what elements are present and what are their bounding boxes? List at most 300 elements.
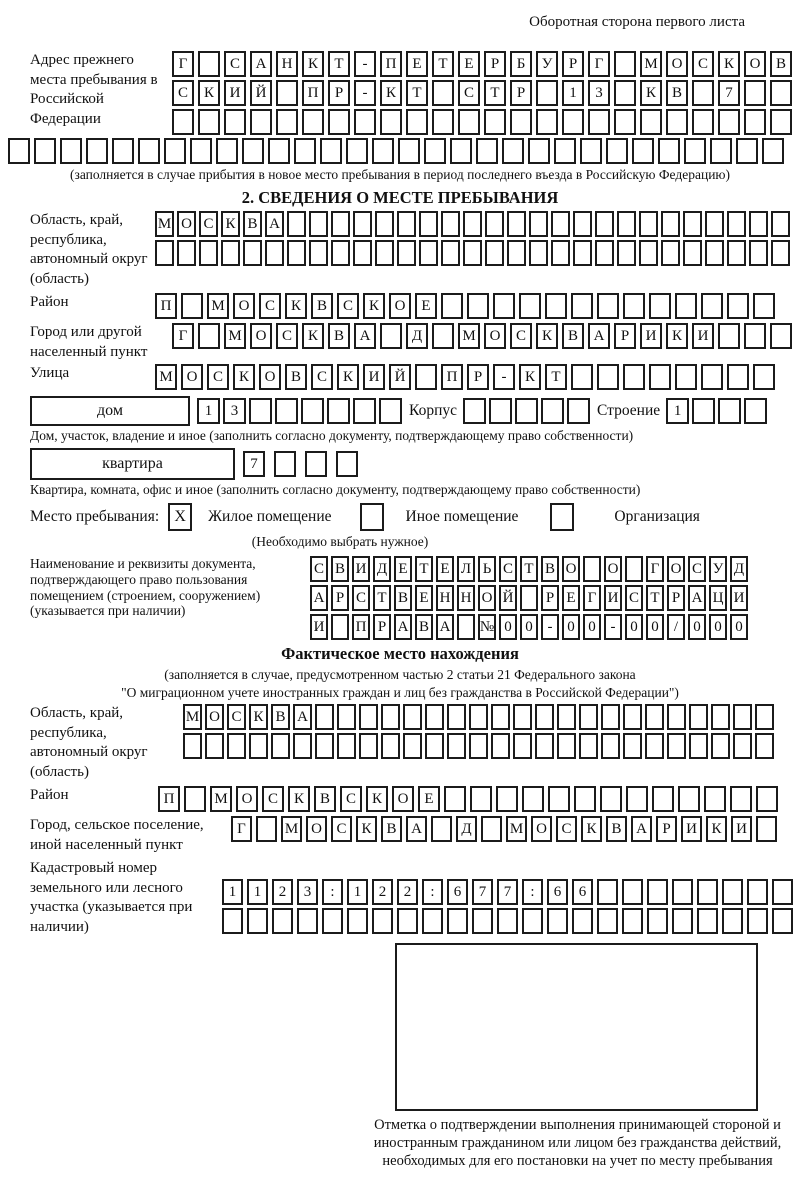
char-cell[interactable] — [718, 109, 740, 135]
char-cell[interactable]: 2 — [272, 879, 293, 905]
char-cell[interactable] — [632, 138, 654, 164]
char-cell[interactable] — [772, 908, 793, 934]
char-cell[interactable] — [470, 786, 492, 812]
char-cell[interactable] — [320, 138, 342, 164]
char-cell[interactable]: 2 — [397, 879, 418, 905]
char-cell[interactable] — [222, 908, 243, 934]
char-cell[interactable]: К — [356, 816, 377, 842]
char-cell[interactable]: И — [730, 585, 748, 611]
checkbox-organizatsiya[interactable] — [550, 503, 574, 531]
char-cell[interactable]: К — [302, 51, 324, 77]
char-cell[interactable]: К — [363, 293, 385, 319]
char-cell[interactable] — [249, 398, 272, 424]
char-cell[interactable] — [597, 293, 619, 319]
char-cell[interactable] — [359, 733, 378, 759]
char-cell[interactable]: О — [306, 816, 327, 842]
char-cell[interactable] — [86, 138, 108, 164]
char-cell[interactable] — [722, 908, 743, 934]
char-cell[interactable] — [513, 704, 532, 730]
char-cell[interactable]: К — [640, 80, 662, 106]
char-cell[interactable] — [601, 733, 620, 759]
char-cell[interactable]: В — [285, 364, 307, 390]
char-cell[interactable]: С — [458, 80, 480, 106]
char-cell[interactable] — [354, 109, 376, 135]
char-cell[interactable]: В — [271, 704, 290, 730]
char-cell[interactable]: Й — [250, 80, 272, 106]
char-cell[interactable] — [704, 786, 726, 812]
char-cell[interactable]: П — [302, 80, 324, 106]
char-cell[interactable]: 7 — [497, 879, 518, 905]
char-cell[interactable]: Д — [406, 323, 428, 349]
char-cell[interactable]: И — [363, 364, 385, 390]
char-cell[interactable] — [227, 733, 246, 759]
char-cell[interactable]: В — [243, 211, 262, 237]
char-cell[interactable]: К — [285, 293, 307, 319]
char-cell[interactable] — [441, 240, 460, 266]
char-cell[interactable]: П — [441, 364, 463, 390]
char-cell[interactable] — [554, 138, 576, 164]
char-cell[interactable] — [529, 240, 548, 266]
char-cell[interactable]: В — [541, 556, 559, 582]
char-cell[interactable] — [678, 786, 700, 812]
char-cell[interactable] — [667, 704, 686, 730]
char-cell[interactable]: О — [259, 364, 281, 390]
char-cell[interactable] — [447, 704, 466, 730]
char-cell[interactable]: Р — [656, 816, 677, 842]
char-cell[interactable] — [747, 879, 768, 905]
char-cell[interactable]: И — [640, 323, 662, 349]
char-cell[interactable] — [640, 109, 662, 135]
char-cell[interactable]: А — [688, 585, 706, 611]
char-cell[interactable] — [573, 211, 592, 237]
char-cell[interactable] — [276, 109, 298, 135]
char-cell[interactable]: О — [562, 556, 580, 582]
char-cell[interactable]: 0 — [730, 614, 748, 640]
char-cell[interactable]: Й — [499, 585, 517, 611]
char-cell[interactable]: С — [227, 704, 246, 730]
char-cell[interactable] — [547, 908, 568, 934]
char-cell[interactable] — [675, 293, 697, 319]
char-cell[interactable]: Р — [328, 80, 350, 106]
char-cell[interactable]: И — [731, 816, 752, 842]
char-cell[interactable]: В — [328, 323, 350, 349]
char-cell[interactable] — [551, 240, 570, 266]
char-cell[interactable]: 1 — [666, 398, 689, 424]
char-cell[interactable]: Р — [467, 364, 489, 390]
char-cell[interactable]: Б — [510, 51, 532, 77]
char-cell[interactable] — [309, 240, 328, 266]
char-cell[interactable]: Е — [458, 51, 480, 77]
char-cell[interactable]: Й — [389, 364, 411, 390]
char-cell[interactable] — [372, 138, 394, 164]
char-cell[interactable]: М — [210, 786, 232, 812]
char-cell[interactable] — [242, 138, 264, 164]
char-cell[interactable]: Г — [172, 323, 194, 349]
char-cell[interactable]: В — [415, 614, 433, 640]
char-cell[interactable]: С — [510, 323, 532, 349]
char-cell[interactable]: - — [604, 614, 622, 640]
char-cell[interactable]: С — [337, 293, 359, 319]
char-cell[interactable]: Р — [614, 323, 636, 349]
char-cell[interactable] — [190, 138, 212, 164]
char-cell[interactable] — [567, 398, 590, 424]
char-cell[interactable]: А — [293, 704, 312, 730]
char-cell[interactable] — [463, 398, 486, 424]
char-cell[interactable] — [198, 109, 220, 135]
char-cell[interactable] — [705, 211, 724, 237]
char-cell[interactable] — [513, 733, 532, 759]
char-cell[interactable] — [744, 80, 766, 106]
char-cell[interactable]: О — [744, 51, 766, 77]
char-cell[interactable]: № — [478, 614, 496, 640]
char-cell[interactable] — [491, 704, 510, 730]
char-cell[interactable] — [647, 908, 668, 934]
char-cell[interactable] — [424, 138, 446, 164]
char-cell[interactable] — [639, 240, 658, 266]
char-cell[interactable] — [422, 908, 443, 934]
char-cell[interactable] — [520, 585, 538, 611]
char-cell[interactable]: О — [205, 704, 224, 730]
char-cell[interactable] — [626, 786, 648, 812]
char-cell[interactable] — [397, 240, 416, 266]
char-cell[interactable] — [649, 364, 671, 390]
char-cell[interactable] — [469, 733, 488, 759]
char-cell[interactable]: В — [666, 80, 688, 106]
char-cell[interactable]: А — [250, 51, 272, 77]
char-cell[interactable]: 0 — [520, 614, 538, 640]
char-cell[interactable]: Р — [541, 585, 559, 611]
char-cell[interactable] — [489, 398, 512, 424]
char-cell[interactable] — [458, 109, 480, 135]
char-cell[interactable] — [574, 786, 596, 812]
char-cell[interactable] — [697, 908, 718, 934]
char-cell[interactable] — [507, 211, 526, 237]
char-cell[interactable] — [271, 733, 290, 759]
char-cell[interactable] — [493, 293, 515, 319]
char-cell[interactable]: С — [625, 585, 643, 611]
char-cell[interactable]: 6 — [547, 879, 568, 905]
char-cell[interactable] — [536, 109, 558, 135]
char-cell[interactable]: М — [155, 364, 177, 390]
char-cell[interactable]: К — [519, 364, 541, 390]
char-cell[interactable]: Р — [562, 51, 584, 77]
char-cell[interactable]: Л — [457, 556, 475, 582]
char-cell[interactable] — [432, 109, 454, 135]
char-cell[interactable] — [753, 293, 775, 319]
char-cell[interactable]: 7 — [243, 451, 265, 477]
char-cell[interactable] — [625, 556, 643, 582]
char-cell[interactable] — [595, 211, 614, 237]
char-cell[interactable]: Г — [588, 51, 610, 77]
char-cell[interactable]: Н — [436, 585, 454, 611]
char-cell[interactable] — [177, 240, 196, 266]
char-cell[interactable]: Е — [415, 585, 433, 611]
char-cell[interactable]: П — [380, 51, 402, 77]
char-cell[interactable]: С — [340, 786, 362, 812]
char-cell[interactable]: К — [366, 786, 388, 812]
char-cell[interactable] — [497, 908, 518, 934]
char-cell[interactable] — [515, 398, 538, 424]
char-cell[interactable] — [545, 293, 567, 319]
char-cell[interactable]: 0 — [688, 614, 706, 640]
char-cell[interactable] — [749, 240, 768, 266]
char-cell[interactable]: Г — [583, 585, 601, 611]
char-cell[interactable]: Р — [667, 585, 685, 611]
char-cell[interactable] — [221, 240, 240, 266]
char-cell[interactable] — [315, 704, 334, 730]
char-cell[interactable] — [658, 138, 680, 164]
char-cell[interactable] — [415, 364, 437, 390]
char-cell[interactable]: 6 — [447, 879, 468, 905]
char-cell[interactable]: Е — [406, 51, 428, 77]
char-cell[interactable] — [617, 240, 636, 266]
char-cell[interactable]: В — [314, 786, 336, 812]
char-cell[interactable] — [749, 211, 768, 237]
char-cell[interactable] — [736, 138, 758, 164]
char-cell[interactable] — [381, 704, 400, 730]
char-cell[interactable] — [614, 51, 636, 77]
char-cell[interactable]: О — [233, 293, 255, 319]
char-cell[interactable]: И — [224, 80, 246, 106]
char-cell[interactable] — [692, 80, 714, 106]
char-cell[interactable]: С — [259, 293, 281, 319]
char-cell[interactable] — [256, 816, 277, 842]
char-cell[interactable]: А — [588, 323, 610, 349]
char-cell[interactable] — [431, 816, 452, 842]
char-cell[interactable]: С — [172, 80, 194, 106]
char-cell[interactable] — [623, 704, 642, 730]
char-cell[interactable] — [268, 138, 290, 164]
char-cell[interactable] — [272, 908, 293, 934]
char-cell[interactable] — [353, 240, 372, 266]
char-cell[interactable]: 6 — [572, 879, 593, 905]
char-cell[interactable] — [216, 138, 238, 164]
char-cell[interactable] — [327, 398, 350, 424]
char-cell[interactable] — [184, 786, 206, 812]
char-cell[interactable] — [710, 138, 732, 164]
char-cell[interactable] — [484, 109, 506, 135]
char-cell[interactable]: О — [666, 51, 688, 77]
char-cell[interactable] — [372, 908, 393, 934]
char-cell[interactable]: К — [221, 211, 240, 237]
char-cell[interactable]: К — [666, 323, 688, 349]
char-cell[interactable] — [8, 138, 30, 164]
char-cell[interactable] — [375, 211, 394, 237]
char-cell[interactable] — [199, 240, 218, 266]
char-cell[interactable]: 2 — [372, 879, 393, 905]
char-cell[interactable] — [548, 786, 570, 812]
char-cell[interactable]: Р — [510, 80, 532, 106]
char-cell[interactable] — [617, 211, 636, 237]
char-cell[interactable]: С — [688, 556, 706, 582]
char-cell[interactable]: В — [331, 556, 349, 582]
char-cell[interactable] — [579, 704, 598, 730]
char-cell[interactable]: 7 — [718, 80, 740, 106]
char-cell[interactable] — [770, 109, 792, 135]
char-cell[interactable] — [755, 733, 774, 759]
char-cell[interactable] — [733, 704, 752, 730]
char-cell[interactable] — [756, 816, 777, 842]
char-cell[interactable]: Т — [406, 80, 428, 106]
char-cell[interactable]: 3 — [223, 398, 246, 424]
char-cell[interactable]: Е — [418, 786, 440, 812]
char-cell[interactable] — [485, 240, 504, 266]
char-cell[interactable] — [337, 704, 356, 730]
char-cell[interactable] — [722, 879, 743, 905]
char-cell[interactable] — [683, 240, 702, 266]
char-cell[interactable] — [112, 138, 134, 164]
char-cell[interactable] — [697, 879, 718, 905]
char-cell[interactable]: П — [158, 786, 180, 812]
char-cell[interactable]: С — [310, 556, 328, 582]
char-cell[interactable] — [328, 109, 350, 135]
char-cell[interactable] — [293, 733, 312, 759]
char-cell[interactable] — [579, 733, 598, 759]
char-cell[interactable]: Д — [373, 556, 391, 582]
char-cell[interactable] — [432, 80, 454, 106]
char-cell[interactable]: П — [352, 614, 370, 640]
char-cell[interactable]: А — [354, 323, 376, 349]
char-cell[interactable] — [675, 364, 697, 390]
char-cell[interactable] — [375, 240, 394, 266]
char-cell[interactable]: Н — [457, 585, 475, 611]
char-cell[interactable] — [302, 109, 324, 135]
char-cell[interactable]: Р — [331, 585, 349, 611]
char-cell[interactable] — [425, 704, 444, 730]
char-cell[interactable]: 1 — [347, 879, 368, 905]
char-cell[interactable] — [331, 240, 350, 266]
char-cell[interactable]: О — [531, 816, 552, 842]
char-cell[interactable]: И — [352, 556, 370, 582]
char-cell[interactable] — [287, 240, 306, 266]
char-cell[interactable]: Т — [373, 585, 391, 611]
char-cell[interactable] — [667, 733, 686, 759]
char-cell[interactable] — [535, 733, 554, 759]
char-cell[interactable]: И — [681, 816, 702, 842]
char-cell[interactable] — [34, 138, 56, 164]
char-cell[interactable] — [353, 211, 372, 237]
char-cell[interactable] — [502, 138, 524, 164]
char-cell[interactable]: С — [556, 816, 577, 842]
char-cell[interactable]: 1 — [247, 879, 268, 905]
char-cell[interactable] — [747, 908, 768, 934]
char-cell[interactable] — [274, 451, 296, 477]
char-cell[interactable] — [510, 109, 532, 135]
char-cell[interactable]: А — [406, 816, 427, 842]
char-cell[interactable] — [771, 240, 790, 266]
char-cell[interactable]: К — [706, 816, 727, 842]
char-cell[interactable] — [467, 293, 489, 319]
char-cell[interactable]: 0 — [583, 614, 601, 640]
char-cell[interactable]: 0 — [646, 614, 664, 640]
char-cell[interactable] — [450, 138, 472, 164]
char-cell[interactable]: М — [207, 293, 229, 319]
char-cell[interactable] — [652, 786, 674, 812]
char-cell[interactable]: Т — [520, 556, 538, 582]
char-cell[interactable] — [359, 704, 378, 730]
char-cell[interactable] — [551, 211, 570, 237]
char-cell[interactable]: О — [389, 293, 411, 319]
char-cell[interactable] — [684, 138, 706, 164]
char-cell[interactable]: Т — [545, 364, 567, 390]
char-cell[interactable]: М — [224, 323, 246, 349]
char-cell[interactable]: / — [667, 614, 685, 640]
char-cell[interactable] — [639, 211, 658, 237]
char-cell[interactable]: А — [310, 585, 328, 611]
char-cell[interactable] — [672, 879, 693, 905]
char-cell[interactable]: С — [276, 323, 298, 349]
char-cell[interactable] — [463, 211, 482, 237]
char-cell[interactable] — [301, 398, 324, 424]
char-cell[interactable] — [727, 364, 749, 390]
char-cell[interactable] — [305, 451, 327, 477]
char-cell[interactable] — [397, 211, 416, 237]
char-cell[interactable] — [649, 293, 671, 319]
char-cell[interactable]: К — [718, 51, 740, 77]
char-cell[interactable] — [730, 786, 752, 812]
char-cell[interactable]: И — [692, 323, 714, 349]
char-cell[interactable] — [275, 398, 298, 424]
char-cell[interactable] — [683, 211, 702, 237]
char-cell[interactable]: Е — [436, 556, 454, 582]
char-cell[interactable]: С — [311, 364, 333, 390]
char-cell[interactable] — [172, 109, 194, 135]
char-cell[interactable]: П — [155, 293, 177, 319]
char-cell[interactable] — [380, 323, 402, 349]
char-cell[interactable]: К — [288, 786, 310, 812]
char-cell[interactable]: С — [499, 556, 517, 582]
char-cell[interactable]: В — [394, 585, 412, 611]
char-cell[interactable] — [727, 211, 746, 237]
char-cell[interactable] — [522, 908, 543, 934]
char-cell[interactable] — [711, 733, 730, 759]
char-cell[interactable] — [572, 908, 593, 934]
char-cell[interactable] — [447, 908, 468, 934]
char-cell[interactable]: М — [458, 323, 480, 349]
char-cell[interactable]: Т — [328, 51, 350, 77]
char-cell[interactable] — [491, 733, 510, 759]
char-cell[interactable]: 3 — [588, 80, 610, 106]
char-cell[interactable]: С — [331, 816, 352, 842]
char-cell[interactable] — [770, 323, 792, 349]
char-cell[interactable]: В — [770, 51, 792, 77]
char-cell[interactable] — [597, 908, 618, 934]
char-cell[interactable] — [265, 240, 284, 266]
char-cell[interactable]: К — [198, 80, 220, 106]
char-cell[interactable]: 3 — [297, 879, 318, 905]
char-cell[interactable] — [315, 733, 334, 759]
char-cell[interactable] — [718, 323, 740, 349]
char-cell[interactable] — [397, 908, 418, 934]
char-cell[interactable] — [733, 733, 752, 759]
char-cell[interactable] — [529, 211, 548, 237]
char-cell[interactable] — [623, 733, 642, 759]
char-cell[interactable]: Г — [646, 556, 664, 582]
char-cell[interactable] — [541, 398, 564, 424]
char-cell[interactable]: Р — [484, 51, 506, 77]
char-cell[interactable]: С — [207, 364, 229, 390]
char-cell[interactable]: 1 — [197, 398, 220, 424]
char-cell[interactable] — [346, 138, 368, 164]
char-cell[interactable] — [507, 240, 526, 266]
char-cell[interactable] — [463, 240, 482, 266]
char-cell[interactable] — [557, 704, 576, 730]
char-cell[interactable] — [403, 733, 422, 759]
char-cell[interactable] — [705, 240, 724, 266]
char-cell[interactable]: 0 — [562, 614, 580, 640]
char-cell[interactable] — [623, 293, 645, 319]
char-cell[interactable]: К — [233, 364, 255, 390]
